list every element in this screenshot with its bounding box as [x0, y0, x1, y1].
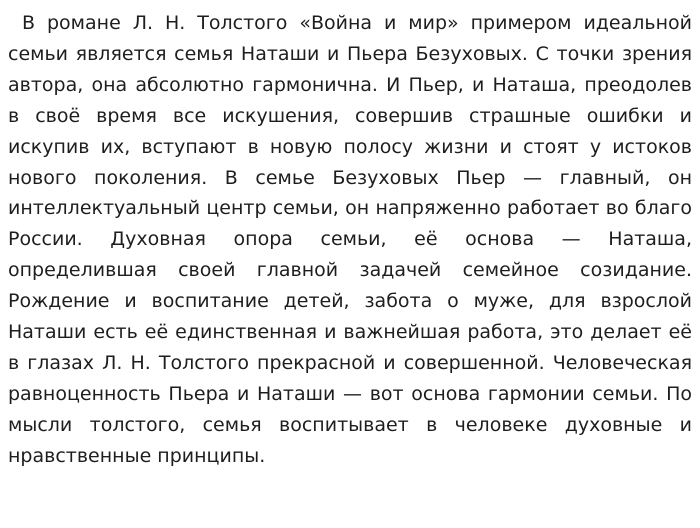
essay-paragraph: В романе Л. Н. Толстого «Война и мир» примером идеальной семьи является семья Наташи и Пьера Безуховых. С точки зрения автора, она абсолютно гармонична. И Пьер, и Наташа, преодолев в своё время все искушения, совершив страшные ошибки и искупив их, вступают в новую полосу жизни и стоят у истоков нового поколения. В семье Безуховых Пьер — главный, он интеллектуальный центр семьи, он напряженно работает во благо России. Духовная опора семьи, её основа — Наташа, определившая своей главной задачей семейное созидание. Рождение и воспитание детей, забота о муже, для взрослой Наташи есть её единственная и важнейшая работа, это делает её в глазах Л. Н. Толстого прекрасной и совершенной. Человеческая равноценность Пьера и Наташи — вот основа гармонии семьи. По мысли толстого, семья воспитывает в человеке духовные и нравственные принципы.	[8, 12, 692, 467]
